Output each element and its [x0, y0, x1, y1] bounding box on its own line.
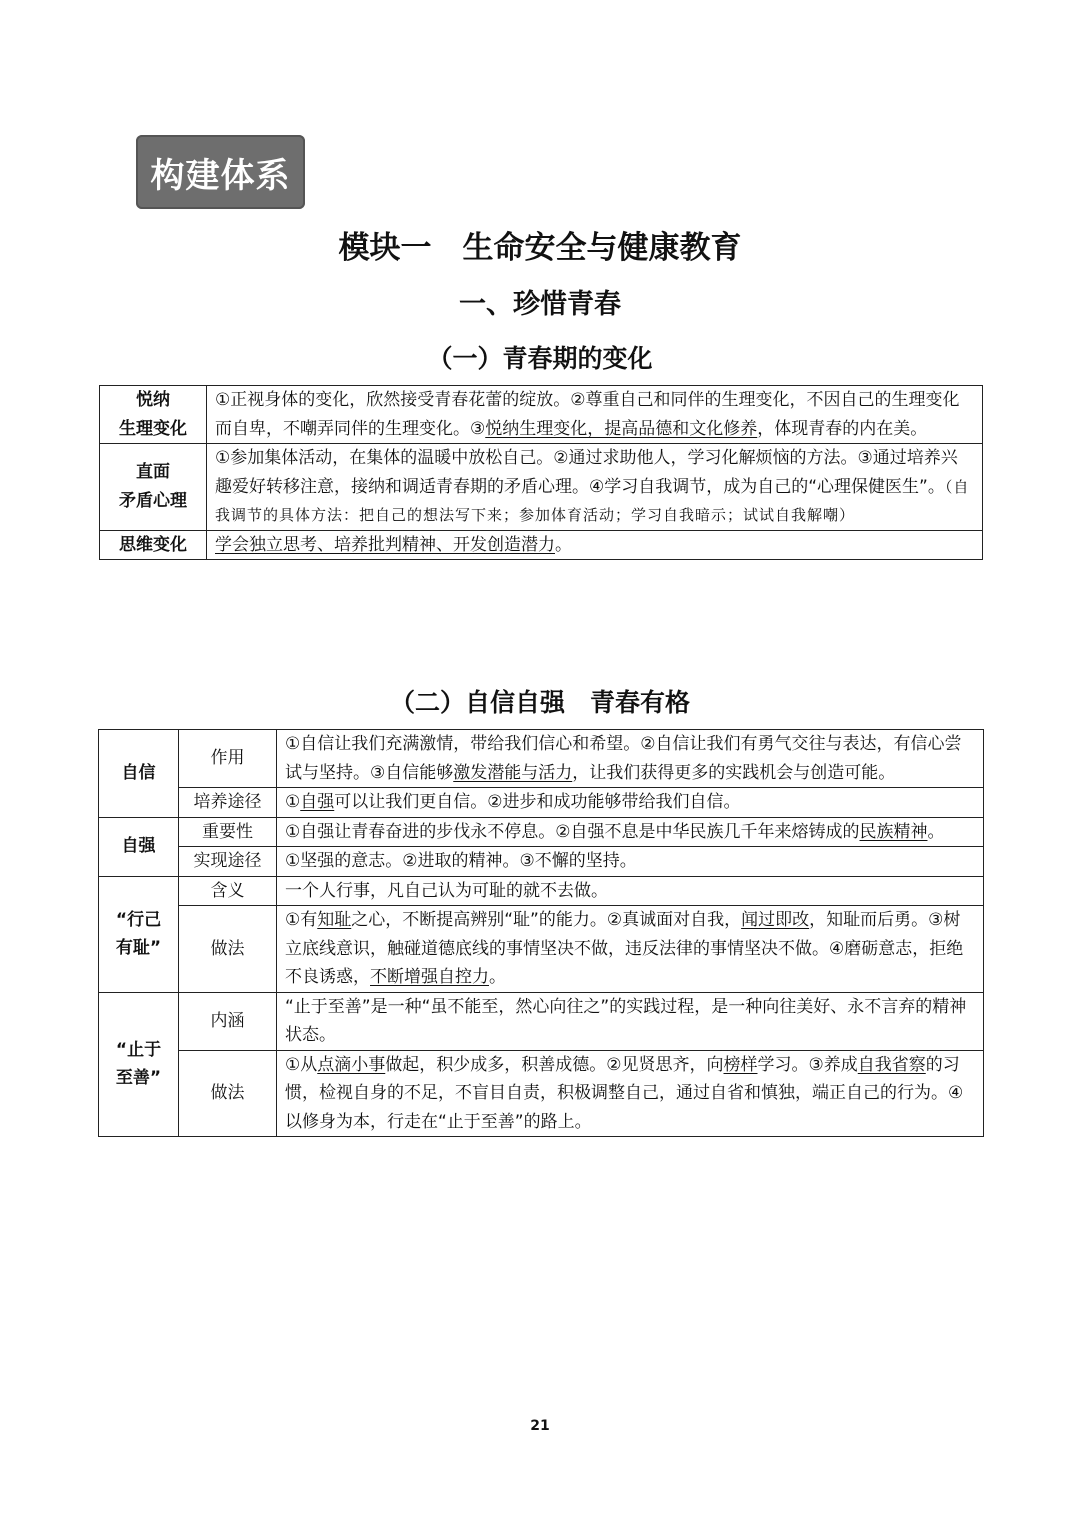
text-segment: 自强 [300, 792, 335, 812]
table-row [100, 386, 983, 444]
text-segment: 学会独立思考、培养批判精神、开发创造潜力 [215, 534, 555, 555]
sub-label: 含义 [179, 876, 277, 906]
section-badge: 构建体系 [136, 135, 305, 209]
text-segment: （自我调节的具体方法：把自己的想法写下来；参加体育活动；学习自我暗示；试试自我解嘲） [215, 477, 970, 524]
text-segment: 知耻 [317, 910, 352, 930]
row-content [277, 730, 984, 788]
text-segment: ①正视身体的变化，欣然接受青春花蕾的绽放。②尊重自己和同伴的生理变化，不因自己的生理变化而自卑，不嘲弄同伴的生理变化。③ [215, 390, 960, 439]
table-row [99, 730, 984, 788]
text-segment: ①自信让我们充满激情，带给我们信心和希望。②自信让我们有勇气交往与表达，有信心尝试与坚持。③自信能够 [285, 734, 962, 783]
text-segment: 。 [555, 534, 572, 555]
text-segment: 点滴小事 [317, 1054, 386, 1075]
text-segment: 之心，不断提高辨别“耻”的能力。②真诚面对自我， [351, 910, 742, 930]
text-segment: 不断增强自控力 [370, 967, 489, 987]
row-content [277, 906, 984, 993]
row-label [100, 386, 207, 444]
group-label [99, 817, 179, 876]
text-segment: 做起，积少成多，积善成德。②见贤思齐，向 [385, 1054, 724, 1075]
text-segment: 闻过即改 [741, 910, 810, 930]
confidence-table [98, 729, 984, 1137]
table-row [99, 817, 984, 847]
row-content [277, 788, 984, 818]
text-segment: 的习惯，检视自身的不足，不盲目自责，积极调整自己，通过自省和慎独，端正自己的行为。④以修身为本，行走在“止于至善”的路上。 [285, 1054, 964, 1132]
text-segment: 民族精神 [859, 821, 928, 842]
text-segment: 榜样 [723, 1054, 758, 1075]
subsection-title-1: （一）青春期的变化 [427, 344, 653, 373]
row-content [207, 530, 983, 560]
row-content [207, 444, 983, 531]
text-segment: ①有 [285, 910, 318, 930]
row-content [277, 992, 984, 1050]
cell-label: “止于 至善” [115, 1039, 162, 1089]
row-content [207, 386, 983, 444]
table-row [100, 444, 983, 531]
sub-label: 做法 [179, 906, 277, 993]
group-label [99, 876, 179, 992]
text-segment: 悦纳生理变化，提高品德和文化修养 [485, 418, 758, 439]
row-content [277, 817, 984, 847]
row-content [277, 1050, 984, 1137]
table-row [99, 906, 984, 993]
subsection-title-2: （二）自信自强 青春有格 [389, 688, 690, 717]
sub-label: 培养途径 [179, 788, 277, 818]
text-segment: 可以让我们更自信。②进步和成功能够带给我们自信。 [334, 792, 741, 812]
row-content [277, 876, 984, 906]
text-segment: ，体现青春的内在美。 [757, 418, 928, 439]
cell-label: 思维变化 [119, 534, 187, 555]
cell-label: 悦纳 生理变化 [119, 390, 187, 439]
text-segment: ，让我们获得更多的实践机会与创造可能。 [572, 762, 896, 783]
table-row [99, 876, 984, 906]
sub-label: 做法 [179, 1050, 277, 1137]
module-title: 模块一 生命安全与健康教育 [338, 230, 742, 266]
row-label [100, 530, 207, 560]
text-segment: ① [285, 792, 301, 812]
group-label [99, 730, 179, 818]
table-row [99, 788, 984, 818]
table-row [99, 847, 984, 877]
row-content [277, 847, 984, 877]
text-segment: ①参加集体活动，在集体的温暖中放松自己。②通过求助他人，学习化解烦恼的方法。③通过培养兴趣爱好转移注意，接纳和调适青春期的矛盾心理。④学习自我调节，成为自己的“心理保健医生”。 [215, 448, 958, 497]
group-label [99, 992, 179, 1137]
cell-label: 直面 矛盾心理 [119, 462, 187, 511]
text-segment: ①从 [285, 1054, 318, 1075]
section-title: 一、珍惜青春 [459, 289, 621, 320]
cell-label: 自信 [121, 763, 156, 783]
text-segment: ①自强让青春奋进的步伐永不停息。②自强不息是中华民族几千年来熔铸成的 [285, 821, 860, 842]
sub-label: 实现途径 [179, 847, 277, 877]
puberty-changes-table [99, 385, 983, 560]
text-segment: 一个人行事，凡自己认为可耻的就不去做。 [285, 880, 608, 901]
page-number: 21 [530, 1418, 550, 1434]
table-row [100, 530, 983, 560]
cell-label: 自强 [121, 836, 156, 857]
table-row [99, 1050, 984, 1137]
sub-label: 重要性 [179, 817, 277, 847]
text-segment: “止于至善”是一种“虽不能至，然心向往之”的实践过程，是一种向往美好、永不言弃的精神状态。 [285, 996, 967, 1045]
text-segment: ①坚强的意志。②进取的精神。③不懈的坚持。 [285, 851, 637, 871]
text-segment: 自我省察 [857, 1054, 926, 1075]
table-row [99, 992, 984, 1050]
sub-label: 作用 [179, 730, 277, 788]
text-segment: 。 [927, 821, 945, 842]
text-segment: 。 [489, 967, 506, 987]
text-segment: 激发潜能与活力 [453, 762, 573, 783]
cell-label: “行己 有耻” [115, 909, 162, 958]
sub-label: 内涵 [179, 992, 277, 1050]
text-segment: ，知耻而后勇。③树立底线意识，触碰道德底线的事情坚决不做，违反法律的事情坚决不做。④磨砺意志，拒绝不良诱惑， [285, 910, 964, 987]
text-segment: 学习。③养成 [757, 1054, 858, 1075]
row-label [100, 444, 207, 531]
